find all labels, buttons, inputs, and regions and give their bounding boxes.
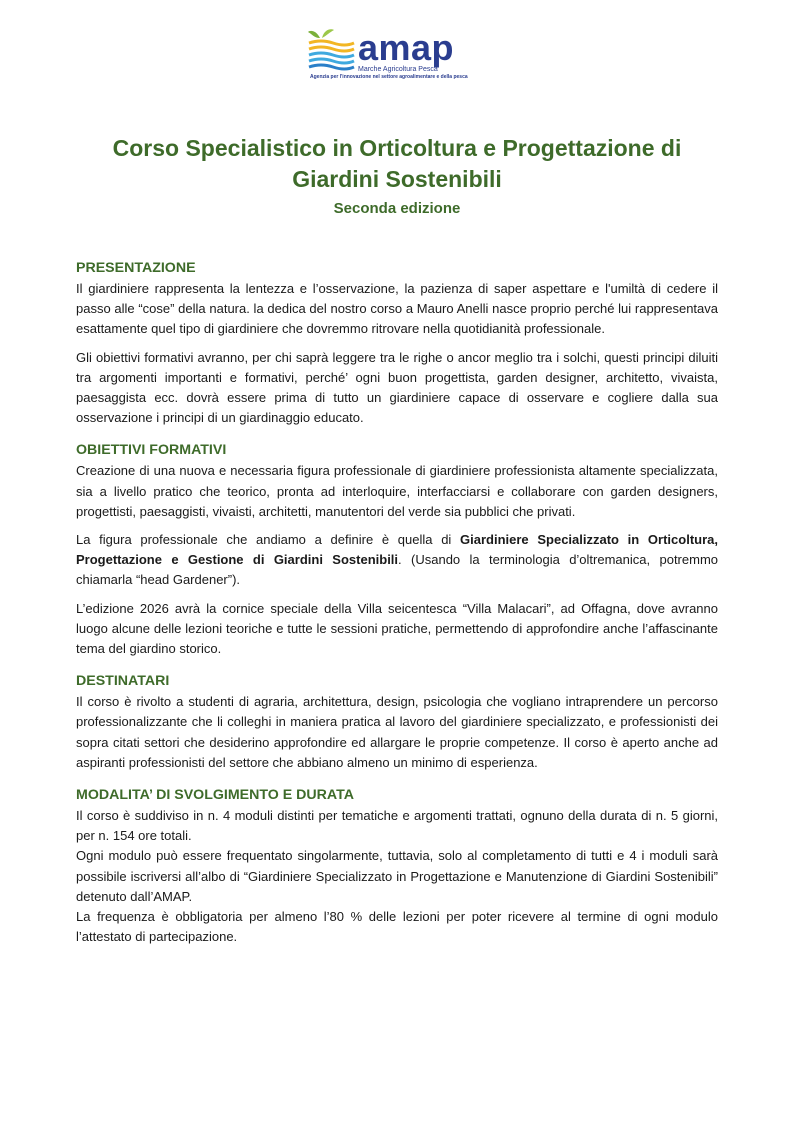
logo-subtitle: Agenzia per l'innovazione nel settore agroalimentare e della pesca [310,74,468,80]
paragraph: Il corso è rivolto a studenti di agraria, architettura, design, psicologia che vogliano intraprendere un percorso professionalizzante che li colleghi in maniera pratica al lavoro del giardiniere specializzato, e professionisti dei sopra citati settori che desiderino approfondire ed allargare le proprie competenze. Il corso è aperto anche ad aspiranti professionisti del settore che abbiano almeno un minimo di esperienza. [76,694,718,770]
paragraph-with-bold [76,530,718,591]
document-title-line1: Corso Specialistico in Orticoltura e Progettazione di [112,135,682,161]
logo-wordmark: amap [358,27,455,68]
paragraph: Il giardiniere rappresenta la lentezza e l’osservazione, la pazienza di saper aspettare e l'umiltà di cedere il passo alle “cose” della natura. la dedica del nostro corso a Mauro Anelli nasce proprio perché lui rappresentava esattamente quel tipo di giardiniere che dovremmo ritrovare nella quotidianità professionale. [76,281,718,337]
document-body [76,258,718,947]
bold-professional-title: Giardiniere Specializzato in Orticoltura, Progettazione e Gestione di Giardini Sostenibili [76,532,718,568]
section-heading-presentazione: PRESENTAZIONE [76,260,196,276]
paragraph: Creazione di una nuova e necessaria figura professionale di giardiniere professionista altamente specializzata, sia a livello pratico che teorico, pronta ad interloquire, interfacciarsi e collaborare con garden designers, progettisti, paesaggisti, vivaisti, architetti, manutentori del verde sia pubblici che privati. [76,463,718,519]
edition-subtitle: Seconda edizione [333,200,461,217]
paragraph: Gli obiettivi formativi avranno, per chi saprà leggere tra le righe o ancor meglio tra i solchi, questi principi diluiti tra argomenti importanti e formativi, perché’ ogni buon progettista, garden designer, architetto, vivaista, paesaggista ecc. dovrà essere prima di tutto un giardiniere capace di osservare e cogliere dalla sua osservazione i principi di un giardinaggio educato. [76,349,718,426]
text-run: . (Usando la terminologia d’oltremanica, potremmo chiamarla “head Gardener”). [76,552,718,588]
section-heading-modalita: MODALITA’ DI SVOLGIMENTO E DURATA [76,787,354,804]
text-run: La figura professionale che andiamo a definire è quella di [76,532,461,548]
paragraph: Il corso è suddiviso in n. 4 moduli distinti per tematiche e argomenti trattati, ognuno della durata di n. 5 giorni, per n. 154 ore totali. [76,808,718,844]
paragraph: L’edizione 2026 avrà la cornice speciale della Villa seicentesca “Villa Malacari”, ad Offagna, dove avranno luogo alcune delle lezioni teoriche e tutte le sessioni pratiche, permettendo di approfondire anche l’affascinante tema del giardino storico. [76,600,718,657]
leaf-waves-icon [306,28,356,74]
paragraph: La frequenza è obbligatoria per almeno l’80 % delle lezioni per poter ricevere al termine di ogni modulo l’attestato di partecipazione. [76,909,718,945]
section-heading-destinatari: DESTINATARI [76,673,170,690]
document-title-line2: Giardini Sostenibili [292,166,502,192]
amap-logo [306,28,490,86]
paragraph: Ogni modulo può essere frequentato singolarmente, tuttavia, solo al completamento di tutti e 4 i moduli sarà possibile iscriversi all’albo di “Giardiniere Specializzato in Progettazione e Manutenzione di Giardini Sostenibili” detenuto dall’AMAP. [76,848,718,904]
logo-tagline: Marche Agricoltura Pesca [358,66,438,73]
section-heading-obiettivi: OBIETTIVI FORMATIVI [76,442,227,459]
